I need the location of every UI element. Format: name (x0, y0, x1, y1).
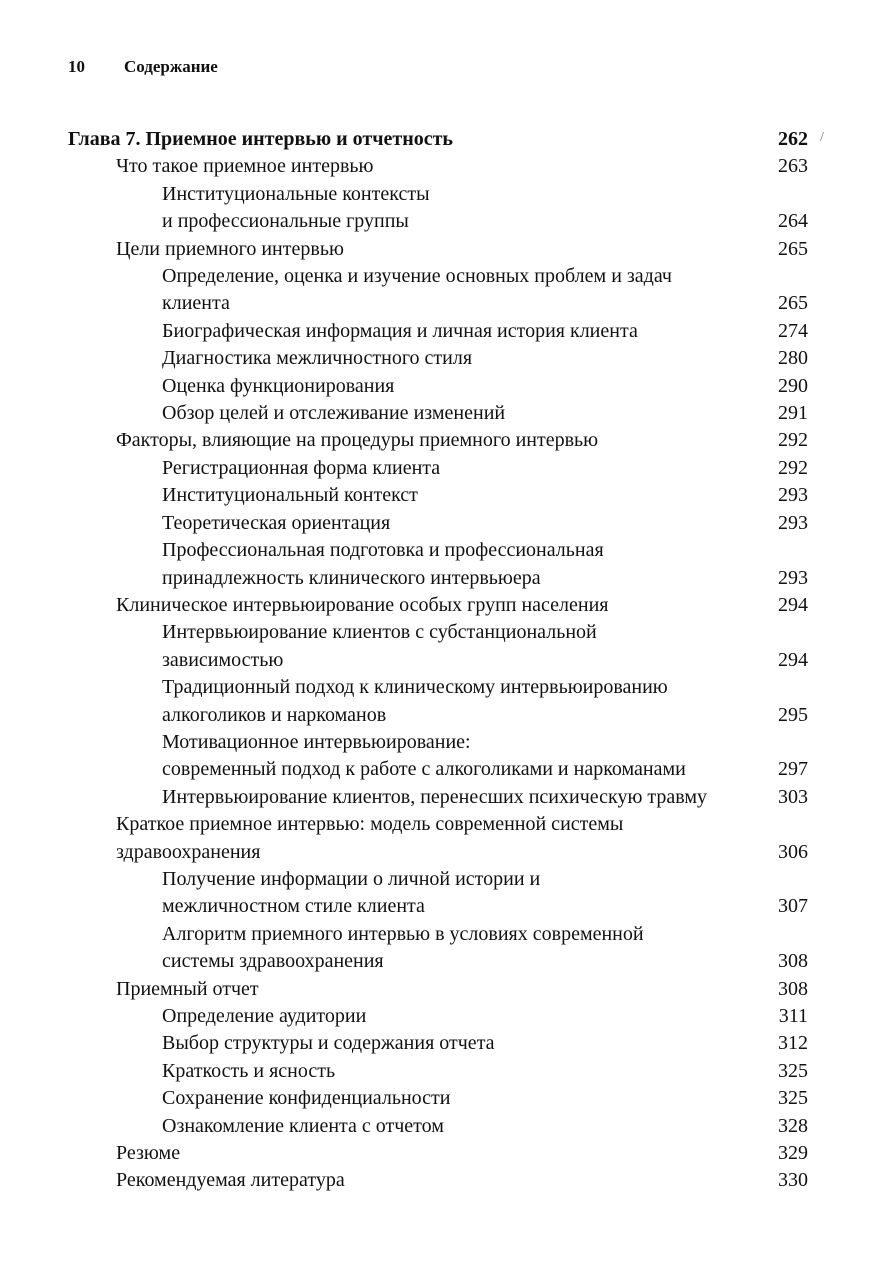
toc-entry (0, 784, 891, 811)
toc-entry-title-line: Оценка функционирования (162, 374, 395, 397)
toc-entry-page: 280 (778, 347, 808, 370)
toc-entry (0, 1030, 891, 1057)
toc-entry-title-line: Рекомендуемая литература (116, 1169, 345, 1192)
toc-entry-title-line: Факторы, влияющие на процедуры приемного интервью (116, 429, 599, 452)
toc-entry (0, 592, 891, 619)
toc-entry-title-line: Алгоритм приемного интервью в условиях современной (162, 922, 644, 945)
toc-entry-title-line: клиента (162, 292, 230, 315)
toc-entry-page: 306 (778, 840, 808, 863)
toc-entry (0, 1113, 891, 1140)
toc-entry-title-line: Биографическая информация и личная история клиента (162, 319, 638, 342)
toc-entry-title-line: Теоретическая ориентация (162, 511, 391, 534)
toc-entry-page: 290 (778, 374, 808, 397)
toc-entry-title-line: системы здравоохранения (162, 950, 384, 973)
toc-entry-page: 295 (778, 703, 808, 726)
toc-entry (0, 1085, 891, 1112)
toc-entry (0, 400, 891, 427)
toc-entry (0, 153, 891, 180)
toc-entry-title-line: здравоохранения (116, 840, 261, 863)
toc-entry-page: 294 (778, 593, 808, 616)
toc-entry-page: 291 (778, 402, 808, 425)
toc-entry-title-line: Мотивационное интервьюирование: (162, 730, 471, 753)
toc-entry (0, 318, 891, 345)
margin-mark: / (820, 130, 824, 145)
toc-entry-title-line: Институциональный контекст (162, 484, 418, 507)
toc-entry-title-line: Традиционный подход к клиническому интервьюированию (162, 676, 668, 699)
toc-entry-title-line: Получение информации о личной истории и (162, 867, 541, 890)
toc-entry-page: 293 (778, 484, 808, 507)
toc-entry-page: 262 (778, 128, 808, 150)
toc-entry-page: 325 (778, 1059, 808, 1082)
toc-entry (0, 373, 891, 400)
toc-entry-page: 325 (778, 1087, 808, 1110)
toc-entry (0, 1140, 891, 1167)
toc-entry-title-line: Приемный отчет (116, 977, 259, 1000)
toc-entry (0, 482, 891, 509)
toc-entry-title-line: Определение, оценка и изучение основных проблем и задач (162, 265, 672, 288)
toc-entry-title-line: Институциональные контексты (162, 182, 430, 205)
toc-entry-page: 293 (778, 511, 808, 534)
toc-entry-page: 297 (778, 758, 808, 781)
toc-entry-title-line: Регистрационная форма клиента (162, 456, 441, 479)
toc-entry (0, 1003, 891, 1030)
toc-entry (0, 263, 891, 318)
toc-entry-title-line: Клиническое интервьюирование особых групп населения (116, 593, 609, 616)
toc-entry-page: 330 (778, 1169, 808, 1192)
toc-entry (0, 427, 891, 454)
toc-entry (0, 619, 891, 674)
toc-entry-title-line: Определение аудитории (162, 1005, 367, 1027)
toc-entry (0, 537, 891, 592)
page-number: 10 (68, 57, 85, 76)
toc-entry-page: 293 (778, 566, 808, 589)
toc-entry-title-line: Краткое приемное интервью: модель современной системы (116, 813, 624, 836)
toc-entry-title-line: Интервьюирование клиентов, перенесших психическую травму (162, 785, 708, 808)
running-head (68, 57, 218, 77)
toc-entry-title-line: Диагностика межличностного стиля (162, 347, 473, 370)
toc-entry-title-line: Цели приемного интервью (116, 237, 344, 260)
toc-entry-page: 263 (778, 155, 808, 178)
toc-entry-page: 307 (778, 895, 808, 918)
toc-entry (0, 866, 891, 921)
table-of-contents (0, 126, 891, 1195)
toc-entry-title-line: алкоголиков и наркоманов (162, 703, 387, 726)
toc-entry-title-line: Выбор структуры и содержания отчета (162, 1032, 495, 1055)
toc-entry-title-line: принадлежность клинического интервьюера (162, 566, 541, 589)
toc-entry (0, 811, 891, 866)
toc-entry (0, 345, 891, 372)
toc-entry-page: 312 (778, 1032, 808, 1055)
toc-entry (0, 236, 891, 263)
toc-entry-page: 303 (778, 785, 808, 808)
running-head-title: Содержание (124, 57, 218, 76)
toc-entry-title-line: Ознакомление клиента с отчетом (162, 1114, 444, 1137)
toc-entry-page: 294 (778, 648, 808, 671)
toc-entry-page: 308 (778, 950, 808, 973)
toc-entry-title-line: Сохранение конфиденциальности (162, 1087, 451, 1110)
toc-entry-page: 292 (778, 429, 808, 452)
toc-entry (0, 181, 891, 236)
toc-entry-title-line: зависимостью (162, 648, 284, 671)
toc-entry-title-line: межличностном стиле клиента (162, 895, 425, 918)
toc-entry (0, 976, 891, 1003)
toc-entry-title-line: Что такое приемное интервью (116, 155, 374, 178)
toc-entry-page: 311 (778, 1005, 808, 1027)
toc-entry-page: 328 (778, 1114, 808, 1137)
toc-entry (0, 1167, 891, 1194)
toc-entry-title-line: и профессиональные группы (162, 210, 409, 233)
toc-entry-title-line: Обзор целей и отслеживание изменений (162, 402, 506, 425)
toc-entry-page: 308 (778, 977, 808, 1000)
toc-entry-page: 264 (778, 210, 808, 233)
toc-entry (0, 729, 891, 784)
toc-entry (0, 1058, 891, 1085)
toc-chapter-entry (0, 126, 891, 153)
toc-entry (0, 510, 891, 537)
toc-entry-title-line: Интервьюирование клиентов с субстанциональной (162, 621, 597, 644)
toc-entry-title-line: Резюме (116, 1142, 181, 1165)
toc-entry (0, 921, 891, 976)
toc-entry-title-line: современный подход к работе с алкоголиками и наркоманами (162, 758, 686, 781)
toc-entry-page: 265 (778, 292, 808, 315)
toc-entry-page: 265 (778, 237, 808, 260)
toc-entry-page: 329 (778, 1142, 808, 1165)
toc-entry-page: 292 (778, 456, 808, 479)
toc-entry-title-line: Глава 7. Приемное интервью и отчетность (68, 128, 453, 150)
toc-entry-page: 274 (778, 319, 808, 342)
toc-entry-title-line: Профессиональная подготовка и профессиональная (162, 539, 604, 562)
toc-entry (0, 674, 891, 729)
toc-entry (0, 455, 891, 482)
toc-entry-title-line: Краткость и ясность (162, 1059, 336, 1082)
